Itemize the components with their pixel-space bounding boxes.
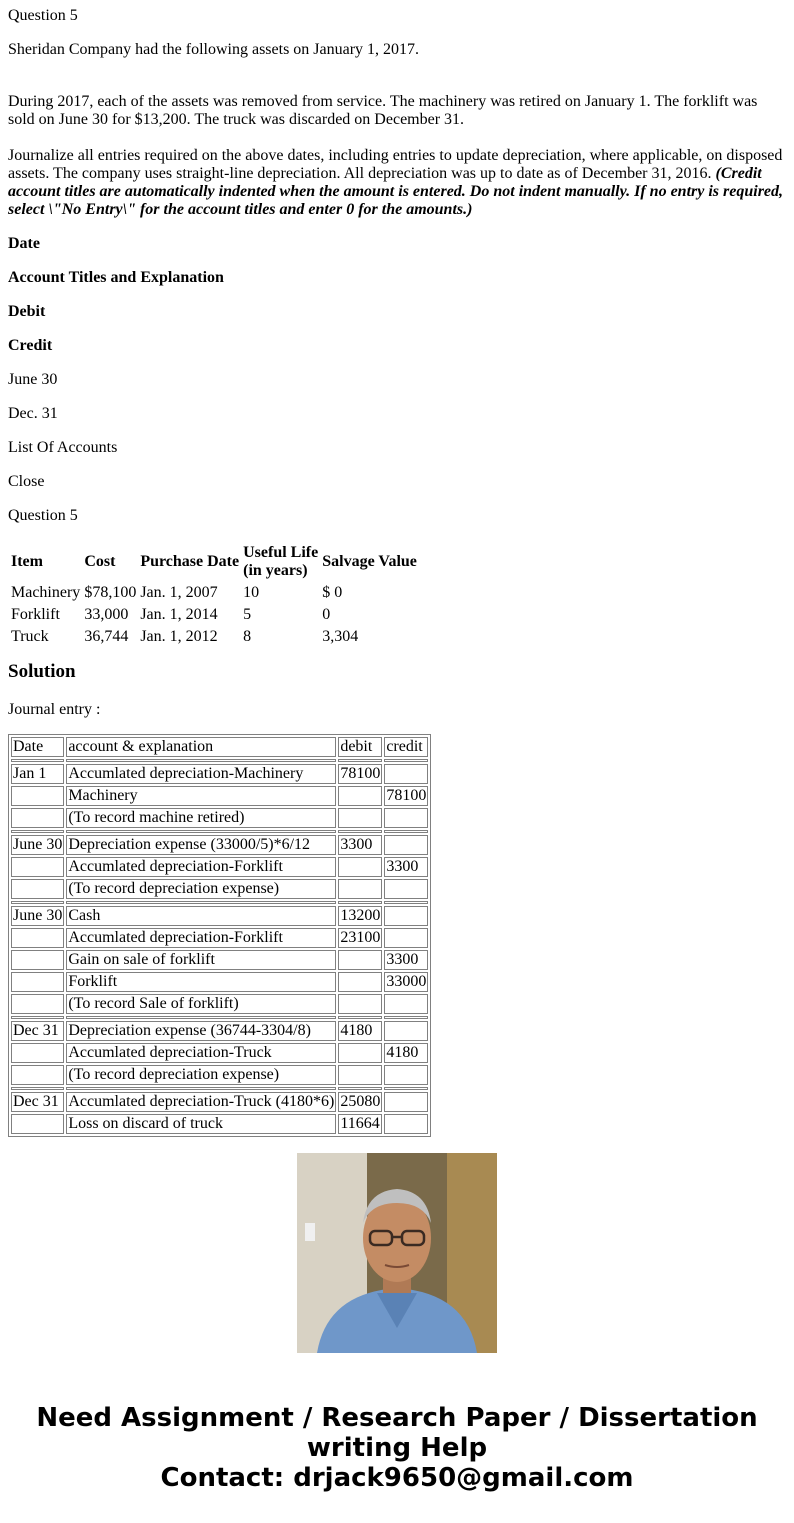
journal-cell-debit	[338, 808, 382, 828]
instruction-text: (Credit account titles are automatically indented when the amount is entered. Do not indent manually. If no entry is required, select \"No Entry\" for the account titles and enter 0 for the amounts.)	[8, 165, 784, 218]
journal-cell-debit: 13200	[340, 907, 381, 924]
cell: Jan. 1, 2012	[140, 628, 218, 645]
journal-cell-date	[11, 1114, 64, 1134]
journal-cell-account: Cash	[66, 906, 336, 926]
cell: Truck	[11, 628, 49, 645]
close-button[interactable]: Close	[8, 473, 45, 490]
journal-cell-debit	[338, 857, 382, 877]
useful-life-line1: Useful Life	[243, 544, 319, 561]
col-salvage-value: Salvage Value	[322, 553, 417, 570]
journal-header-row	[11, 737, 428, 757]
journal-cell-date	[11, 1043, 64, 1063]
cell: $ 0	[322, 584, 343, 601]
journal-cell-debit	[338, 1065, 382, 1085]
journal-cell-account: (To record depreciation expense)	[66, 879, 336, 899]
useful-life-line2: (in years)	[243, 562, 308, 579]
journal-cell-credit: 3300	[384, 857, 428, 877]
journal-cell-account: Depreciation expense (36744-3304/8)	[66, 1021, 336, 1041]
col-purchase-date: Purchase Date	[140, 553, 240, 570]
cell: 5	[243, 606, 252, 623]
journal-cell-date: Dec 31	[11, 1021, 64, 1041]
journal-row	[11, 786, 428, 806]
paragraph-during: During 2017, each of the assets was removed from service. The machinery was retired on January 1. The forklift was sold on June 30 for $13,200. The truck was discarded on December 31.	[8, 93, 758, 128]
journal-col-credit: credit	[384, 737, 428, 757]
separator-cell	[384, 759, 428, 762]
journal-cell-account: Loss on discard of truck	[66, 1114, 336, 1134]
separator-cell	[338, 830, 382, 833]
journal-cell-credit: 3300	[384, 950, 428, 970]
journal-cell-credit: 4180	[384, 1043, 428, 1063]
help-banner	[0, 1403, 794, 1493]
separator-cell	[338, 901, 382, 904]
cell: $78,100	[84, 584, 137, 601]
intro-text: Sheridan Company had the following assets on January 1, 2017.	[8, 41, 420, 58]
journal-cell-debit: 23100	[340, 929, 381, 946]
paragraph-journalize	[8, 147, 786, 219]
question-title: Question 5	[8, 7, 78, 24]
col-item: Item	[11, 553, 43, 570]
heading-credit: Credit	[8, 337, 53, 354]
journal-row	[11, 972, 428, 992]
journal-cell-debit	[338, 1043, 382, 1063]
journal-cell-date	[11, 1065, 64, 1085]
journal-col-account: account & explanation	[66, 737, 336, 757]
banner-line-1: Need Assignment / Research Paper / Dissertation	[36, 1403, 758, 1433]
journal-cell-debit	[338, 994, 382, 1014]
journal-cell-credit	[384, 994, 428, 1014]
journal-cell-account: (To record Sale of forklift)	[66, 994, 336, 1014]
separator-cell	[384, 1087, 428, 1090]
journal-cell-account: (To record machine retired)	[66, 808, 336, 828]
journal-cell-account: Forklift	[66, 972, 336, 992]
journal-col-debit: debit	[338, 737, 382, 757]
journal-cell-credit: 33000	[386, 973, 427, 990]
journal-cell-date	[11, 786, 64, 806]
journal-cell-date	[11, 972, 64, 992]
journal-col-date: Date	[11, 737, 64, 757]
cell: 36,744	[84, 628, 129, 645]
journal-row	[11, 1114, 428, 1134]
journal-row	[11, 1043, 428, 1063]
assets-table	[8, 541, 420, 649]
separator-cell	[66, 830, 336, 833]
cell: 8	[243, 628, 252, 645]
separator-cell	[11, 1016, 64, 1019]
journal-separator	[11, 901, 428, 904]
journal-cell-date	[11, 808, 64, 828]
journal-row	[11, 906, 428, 926]
journal-separator	[11, 1016, 428, 1019]
person-photo-icon	[297, 1153, 497, 1353]
separator-cell	[338, 1087, 382, 1090]
journal-cell-date	[11, 857, 64, 877]
journal-cell-credit	[384, 808, 428, 828]
journal-cell-debit: 11664	[338, 1114, 382, 1134]
separator-cell	[66, 901, 336, 904]
journal-row	[11, 994, 428, 1014]
cell: 10	[243, 584, 260, 601]
journal-cell-credit	[384, 1021, 428, 1041]
journal-cell-account: Depreciation expense (33000/5)*6/12	[66, 835, 336, 855]
separator-cell	[11, 759, 64, 762]
journal-cell-account: (To record depreciation expense)	[66, 1065, 336, 1085]
heading-date: Date	[8, 235, 40, 252]
separator-cell	[384, 830, 428, 833]
journal-table	[8, 734, 431, 1137]
journal-separator	[11, 1087, 428, 1090]
journal-cell-credit	[384, 764, 428, 784]
journal-cell-credit	[384, 835, 428, 855]
cell: 33,000	[84, 606, 129, 623]
col-cost: Cost	[84, 553, 116, 570]
banner-line-2: writing Help	[306, 1433, 488, 1463]
cell: Machinery	[11, 584, 81, 601]
journal-cell-debit: 4180	[338, 1021, 382, 1041]
asset-row-truck	[10, 627, 418, 647]
journal-cell-debit	[338, 972, 382, 992]
author-avatar	[297, 1153, 497, 1353]
question-title-2: Question 5	[8, 507, 78, 524]
banner-contact: Contact: drjack9650@gmail.com	[160, 1463, 634, 1493]
journal-row	[11, 1065, 428, 1085]
journal-cell-credit	[384, 906, 428, 926]
journal-cell-date: Dec 31	[11, 1092, 64, 1112]
separator-cell	[11, 830, 64, 833]
cell: 0	[322, 606, 331, 623]
list-of-accounts-link[interactable]: List Of Accounts	[8, 439, 118, 456]
cell: 3,304	[322, 628, 359, 645]
journal-row	[11, 764, 428, 784]
journal-table-viewport	[8, 734, 427, 1132]
journal-row	[11, 808, 428, 828]
journal-separator	[11, 830, 428, 833]
journal-cell-credit	[384, 1065, 428, 1085]
heading-debit: Debit	[8, 303, 46, 320]
asset-row-machinery	[10, 583, 418, 603]
journal-cell-debit: 78100	[340, 765, 381, 782]
journal-label: Journal entry :	[8, 701, 101, 718]
journal-cell-account: Gain on sale of forklift	[66, 950, 336, 970]
journal-cell-date	[11, 950, 64, 970]
journal-row	[11, 928, 428, 948]
journal-cell-account: Accumlated depreciation-Truck (4180*6)	[68, 1093, 335, 1110]
separator-cell	[384, 901, 428, 904]
assets-header-row	[10, 543, 418, 581]
journal-cell-credit: 78100	[386, 787, 427, 804]
journal-row	[11, 835, 428, 855]
journal-row	[11, 879, 428, 899]
heading-account: Account Titles and Explanation	[8, 269, 224, 286]
date-june: June 30	[8, 371, 58, 388]
journal-row	[11, 857, 428, 877]
separator-cell	[338, 1016, 382, 1019]
cell: Jan. 1, 2007	[140, 584, 218, 601]
journal-cell-debit: 25080	[340, 1093, 381, 1110]
journal-cell-account: Accumlated depreciation-Forklift	[66, 928, 336, 948]
asset-row-forklift	[10, 605, 418, 625]
journal-cell-credit	[384, 879, 428, 899]
journal-cell-credit	[384, 1114, 428, 1134]
journal-row	[11, 1092, 428, 1112]
journal-cell-date	[11, 928, 64, 948]
separator-cell	[338, 759, 382, 762]
separator-cell	[384, 1016, 428, 1019]
separator-cell	[11, 1087, 64, 1090]
journal-row	[11, 950, 428, 970]
solution-title: Solution	[8, 661, 76, 682]
journal-cell-debit	[338, 950, 382, 970]
cell: Forklift	[11, 606, 60, 623]
col-useful-life	[242, 543, 319, 581]
journal-cell-credit	[384, 1092, 428, 1112]
journal-cell-date: Jan 1	[11, 764, 64, 784]
separator-cell	[66, 759, 336, 762]
journal-cell-account: Accumlated depreciation-Forklift	[66, 857, 336, 877]
journal-cell-debit: 3300	[338, 835, 382, 855]
journal-cell-debit	[338, 786, 382, 806]
separator-cell	[66, 1016, 336, 1019]
journal-cell-account: Machinery	[66, 786, 336, 806]
journal-cell-date	[11, 994, 64, 1014]
journal-separator	[11, 759, 428, 762]
separator-cell	[11, 901, 64, 904]
separator-cell	[66, 1087, 336, 1090]
journal-cell-account: Accumlated depreciation-Truck	[66, 1043, 336, 1063]
journal-cell-account: Accumlated depreciation-Machinery	[66, 764, 336, 784]
cell: Jan. 1, 2014	[140, 606, 218, 623]
journal-cell-date	[11, 879, 64, 899]
journal-row	[11, 1021, 428, 1041]
date-dec: Dec. 31	[8, 405, 58, 422]
journalize-text: Journalize all entries required on the above dates, including entries to update depreciation, where applicable, on disposed assets. The company uses straight-line depreciation. All depreciation was up to date as of December 31, 2016.	[8, 147, 783, 182]
journal-cell-debit	[338, 879, 382, 899]
journal-cell-date: June 30	[13, 907, 63, 924]
journal-cell-credit	[384, 928, 428, 948]
journal-cell-date: June 30	[13, 836, 63, 853]
